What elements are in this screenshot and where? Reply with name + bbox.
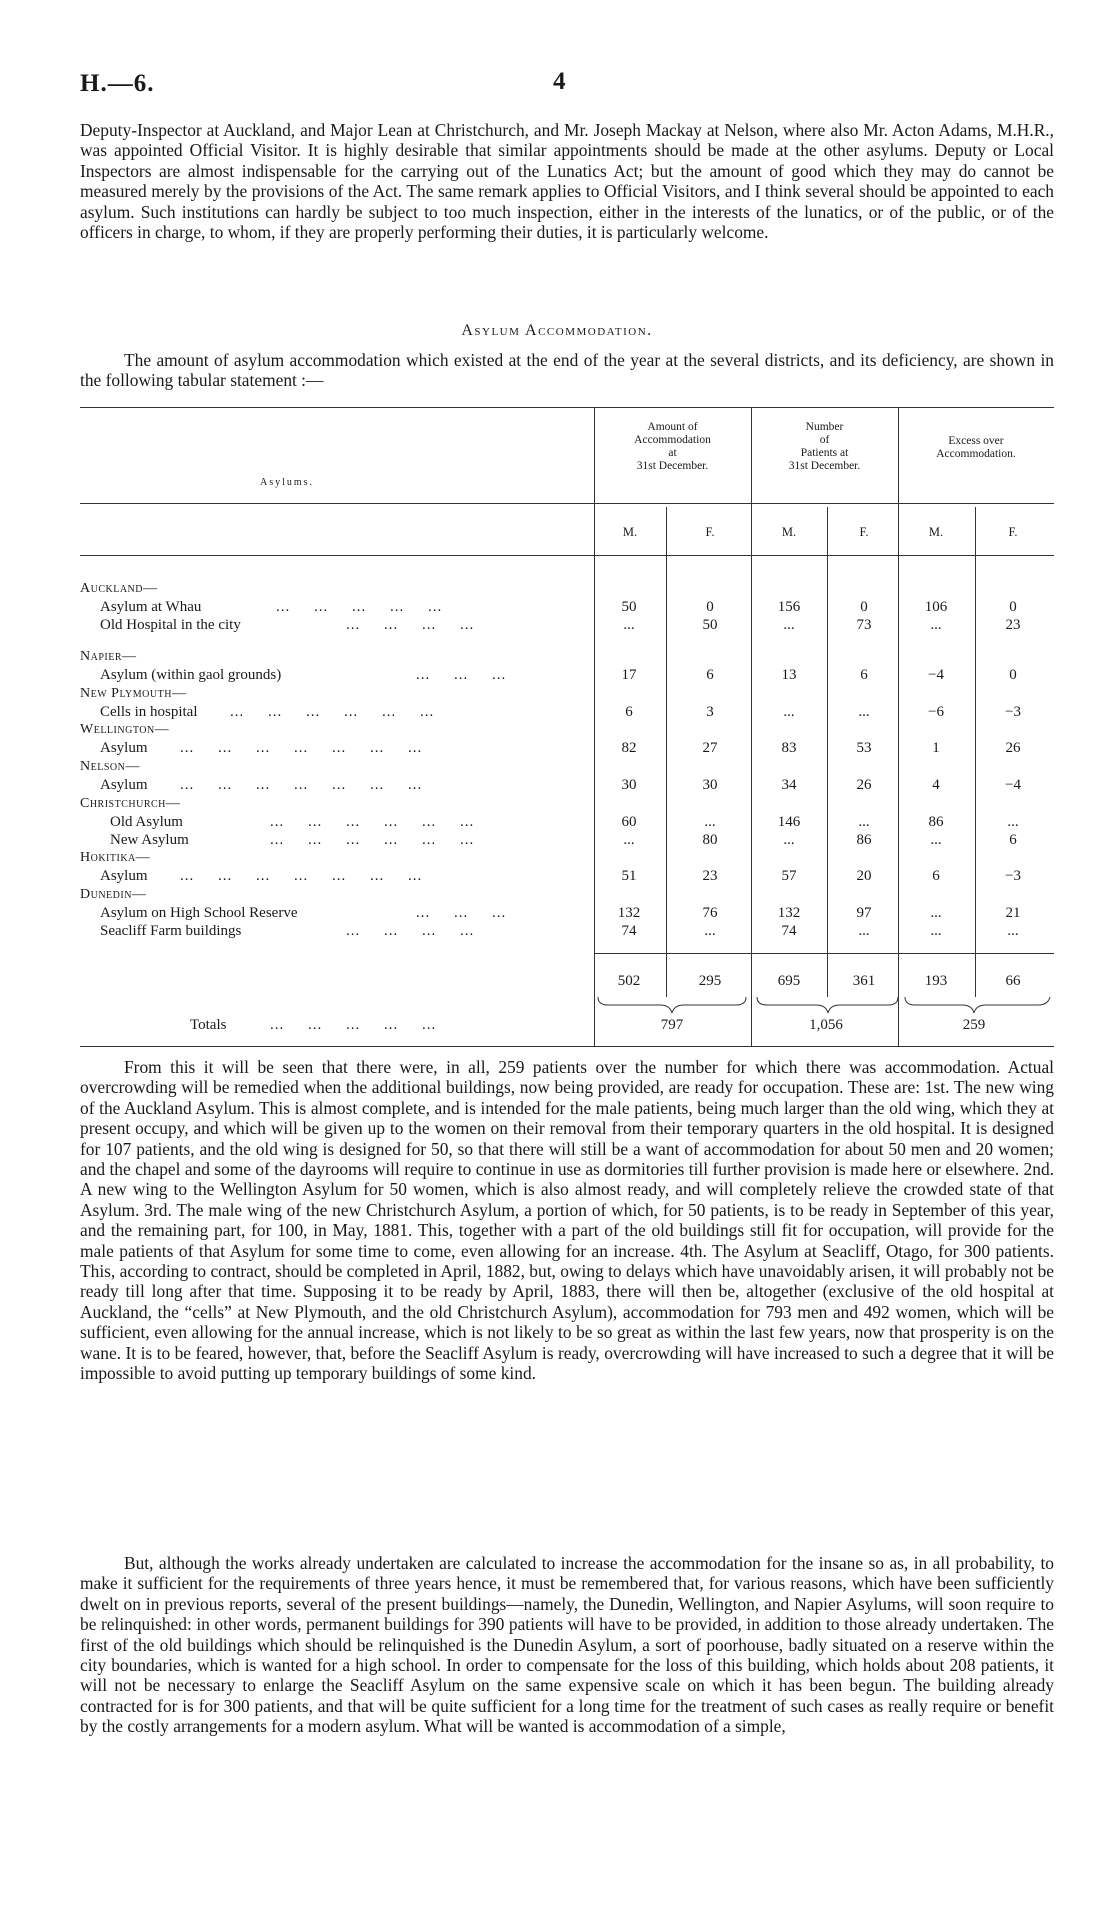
- cell-patients-f: 0: [860, 599, 868, 615]
- totals-row: [80, 1017, 1054, 1035]
- row-name: Asylum (within gaol grounds): [100, 667, 282, 683]
- cell-patients-m: 146: [777, 814, 801, 830]
- cell-accommodation-m: 82: [621, 740, 637, 756]
- header-line: 31st December.: [788, 460, 861, 472]
- district-dunedin: Dunedin—: [80, 887, 147, 902]
- totals-label: Totals: [190, 1017, 227, 1033]
- cell-excess-m: ...: [930, 905, 942, 921]
- cell-patients-f: 6: [860, 667, 868, 683]
- district-nelson: Nelson—: [80, 759, 140, 774]
- cell-accommodation-m: 6: [625, 704, 633, 720]
- header-line: Accommodation.: [936, 448, 1016, 460]
- cell-patients-m: 132: [777, 905, 801, 921]
- cell-patients-m: ...: [783, 704, 795, 720]
- cell-accommodation-f: ...: [704, 923, 716, 939]
- cell-accommodation-f: 6: [706, 667, 714, 683]
- cell-patients-m: ...: [783, 832, 795, 848]
- header-patients: [751, 421, 898, 473]
- cell-excess-m: ...: [930, 832, 942, 848]
- totals-braces: [594, 995, 1054, 1015]
- subtotal-accommodation-f: 295: [698, 973, 722, 989]
- cell-excess-m: 86: [928, 814, 944, 830]
- cell-excess-m: ...: [930, 617, 942, 633]
- cell-excess-f: 26: [1005, 740, 1021, 756]
- cell-patients-m: ...: [783, 617, 795, 633]
- cell-accommodation-m: ...: [623, 617, 635, 633]
- row-name: Old Asylum: [110, 814, 183, 830]
- cell-excess-f: 21: [1005, 905, 1021, 921]
- cell-excess-m: 1: [932, 740, 940, 756]
- leader-dots: ... ... ...: [416, 667, 507, 683]
- leader-dots: ... ... ... ...: [346, 923, 475, 939]
- cell-excess-m: 6: [932, 868, 940, 884]
- cell-accommodation-m: ...: [623, 832, 635, 848]
- cell-patients-f: 73: [856, 617, 872, 633]
- header-excess: [898, 435, 1054, 461]
- cell-excess-f: 0: [1009, 599, 1017, 615]
- district-christchurch: Christchurch—: [80, 796, 181, 811]
- cell-accommodation-m: 30: [621, 777, 637, 793]
- header-line: Patients at: [800, 447, 849, 459]
- cell-accommodation-m: 60: [621, 814, 637, 830]
- header-line: Amount of: [647, 421, 698, 433]
- cell-patients-m: 83: [781, 740, 797, 756]
- table-row: [80, 832, 1054, 850]
- leader-dots: ... ... ... ... ... ...: [270, 814, 475, 830]
- header-line: Accommodation: [634, 434, 711, 446]
- cell-patients-f: 20: [856, 868, 872, 884]
- cell-accommodation-f: 27: [702, 740, 718, 756]
- subtotals-row: [80, 973, 1054, 991]
- table-bottom-rule: [80, 1046, 1054, 1047]
- total-accommodation: 797: [660, 1017, 684, 1033]
- cell-patients-m: 57: [781, 868, 797, 884]
- subtotal-rule: [594, 953, 1054, 954]
- header-asylums: Asylums.: [260, 477, 315, 488]
- cell-patients-m: 34: [781, 777, 797, 793]
- table-row: [80, 905, 1054, 923]
- cell-excess-m: 106: [924, 599, 948, 615]
- header-m: M.: [622, 525, 638, 539]
- subtotal-excess-m: 193: [924, 973, 948, 989]
- leader-dots: ... ... ... ... ... ...: [230, 704, 435, 720]
- cell-excess-f: −3: [1005, 868, 1021, 884]
- paragraph-overcrowding: [80, 1057, 1054, 1384]
- row-name: Old Hospital in the city: [100, 617, 241, 633]
- cell-excess-f: 0: [1009, 667, 1017, 683]
- district-auckland: Auckland—: [80, 581, 158, 596]
- district-napier: Napier—: [80, 649, 137, 664]
- header-m: M.: [781, 525, 797, 539]
- cell-accommodation-f: 50: [702, 617, 718, 633]
- cell-excess-f: −3: [1005, 704, 1021, 720]
- page-number: 4: [553, 68, 566, 95]
- cell-patients-f: 53: [856, 740, 872, 756]
- leader-dots: ... ... ... ... ... ... ...: [180, 868, 423, 884]
- table-row: [80, 599, 1054, 617]
- district-new-plymouth: New Plymouth—: [80, 686, 187, 701]
- paragraph-text: But, although the works already undertaken are calculated to increase the accommodation for the insane so as, in all probability, to make it sufficient for the requirements of three years hence, it must be remembered that, for various reasons, which have been sufficiently dwelt on in previous reports, several of the present buildings—namely, the Dunedin, Wellington, and Napier Asylums, will soon require to be relinquished: in other words, permanent buildings for 390 patients will have to be provided, in addition to those already undertaken. The first of the old buildings which should be relinquished is the Dunedin Asylum, a sort of poorhouse, badly situated on a reserve within the city boundaries, which is wanted for a high school. In order to compensate for the loss of this building, which holds about 208 patients, it will not be necessary to enlarge the Seacliff Asylum on the same expensive scale on which it has been begun. The building already contracted for is for 300 patients, and that will be quite sufficient for a long time for the treatment of such cases as really require or benefit by the costly arrangements for a modern asylum. What will be wanted is accommodation of a simple,: [80, 1553, 1054, 1737]
- cell-accommodation-m: 132: [617, 905, 641, 921]
- table-row: [80, 777, 1054, 795]
- table-row: [80, 667, 1054, 685]
- cell-patients-f: ...: [858, 704, 870, 720]
- subtotal-patients-m: 695: [777, 973, 801, 989]
- column-divider: [594, 407, 595, 1047]
- header-f: F.: [1008, 525, 1018, 539]
- subtotal-accommodation-m: 502: [617, 973, 641, 989]
- cell-accommodation-m: 51: [621, 868, 637, 884]
- table-row: [80, 617, 1054, 635]
- cell-accommodation-f: 80: [702, 832, 718, 848]
- row-name: Asylum: [100, 740, 148, 756]
- cell-patients-f: 26: [856, 777, 872, 793]
- row-name: Seacliff Farm buildings: [100, 923, 242, 939]
- row-name: Asylum at Whau: [100, 599, 202, 615]
- cell-excess-f: 6: [1009, 832, 1017, 848]
- cell-accommodation-f: 3: [706, 704, 714, 720]
- column-divider: [751, 407, 752, 1047]
- table-row: [80, 868, 1054, 886]
- header-bottom-rule: [80, 555, 1054, 556]
- cell-excess-f: −4: [1005, 777, 1021, 793]
- accommodation-table: [80, 407, 1054, 1047]
- document-reference: H.—6.: [80, 70, 155, 97]
- table-row: [80, 814, 1054, 832]
- header-line: 31st December.: [636, 460, 709, 472]
- cell-patients-f: 86: [856, 832, 872, 848]
- header-m: M.: [928, 525, 944, 539]
- header-f: F.: [705, 525, 715, 539]
- paragraph-text: From this it will be seen that there were, in all, 259 patients over the number for which there was accommodation. Actual overcrowding will be remedied when the additional buildings, now being provided, are ready for occupation. These are: 1st. The new wing of the Auckland Asylum. This is almost complete, and is intended for the male patients, being much larger than the old wing, which they at present occupy, and which will be given up to the women on their removal from their temporary quarters in the old hospital. It is designed for 107 patients, and the old wing is designed for 50, so that there will still be a want of accommodation for about 50 men and 20 women; and the chapel and some of the dayrooms will require to continue in use as dormitories till further provision is made here or elsewhere. 2nd. A new wing to the Wellington Asylum for 50 women, which is also almost ready, and will completely relieve the crowded state of that Asylum. 3rd. The male wing of the new Christchurch Asylum, a portion of which, for 50 patients, is to be ready in September of this year, and the remaining part, for 100, in May, 1881. This, together with a part of the old buildings still fit for occupation, will provide for the male patients of that Asylum for some time to come, even allowing for an increase. 4th. The Asylum at Seacliff, Otago, for 300 patients. This, according to contract, should be completed in April, 1882, but, owing to delays which have unavoidably arisen, it will probably not be ready till long after that time. Supposing it to be ready by April, 1883, there will then be, altogether (exclusive of the old hospital at Auckland, the “cells” at New Plymouth, and the old Christchurch Asylum), accommodation for 793 men and 492 women, which will be sufficient, even allowing for the annual increase, which is not likely to be so great as within the last few years, now that prosperity is on the wane. It is to be feared, however, that, before the Seacliff Asylum is ready, overcrowding will have increased to such a degree that it will be impossible to avoid putting up temporary buildings of some kind.: [80, 1057, 1054, 1384]
- leader-dots: ... ... ... ... ...: [276, 599, 443, 615]
- leader-dots: ... ... ... ... ... ... ...: [180, 740, 423, 756]
- cell-excess-m: ...: [930, 923, 942, 939]
- total-patients: 1,056: [809, 1017, 843, 1033]
- table-row: [80, 923, 1054, 941]
- cell-excess-f: 23: [1005, 617, 1021, 633]
- paragraph-text: The amount of asylum accommodation which existed at the end of the year at the several districts, and its deficiency, are shown in the following tabular statement :—: [80, 350, 1054, 391]
- leader-dots: ... ... ... ... ...: [270, 1017, 437, 1033]
- cell-accommodation-m: 74: [621, 923, 637, 939]
- paragraph-relinquish: [80, 1553, 1054, 1737]
- paragraph-text: Deputy-Inspector at Auckland, and Major Lean at Christchurch, and Mr. Joseph Mackay at Nelson, where also Mr. Acton Adams, M.H.R., was appointed Official Visitor. It is highly desirable that similar appointments should be made at the other asylums. Deputy or Local Inspectors are almost indispensable for the carrying out of the Lunatics Act; but the amount of good which they may do cannot be measured merely by the provisions of the Act. The same remark applies to Official Visitors, and I think several should be appointed to each asylum. Such institutions can hardly be subject to too much inspection, either in the interests of the lunatics, or of the public, or of the officers in charge, to whom, if they are properly performing their duties, it is particularly welcome.: [80, 120, 1054, 243]
- cell-patients-f: ...: [858, 814, 870, 830]
- subtotal-patients-f: 361: [852, 973, 876, 989]
- total-excess: 259: [962, 1017, 986, 1033]
- cell-excess-m: −4: [928, 667, 944, 683]
- column-divider: [898, 407, 899, 1047]
- cell-excess-f: ...: [1007, 923, 1019, 939]
- cell-accommodation-f: 76: [702, 905, 718, 921]
- cell-accommodation-m: 17: [621, 667, 637, 683]
- header-accommodation: [594, 421, 751, 473]
- leader-dots: ... ... ... ... ... ...: [270, 832, 475, 848]
- cell-patients-m: 74: [781, 923, 797, 939]
- cell-patients-f: ...: [858, 923, 870, 939]
- leader-dots: ... ... ...: [416, 905, 507, 921]
- cell-patients-m: 156: [777, 599, 801, 615]
- table-row: [80, 740, 1054, 758]
- header-line: of: [819, 434, 830, 446]
- cell-patients-m: 13: [781, 667, 797, 683]
- row-name: Asylum: [100, 868, 148, 884]
- district-wellington: Wellington—: [80, 722, 170, 737]
- cell-accommodation-f: ...: [704, 814, 716, 830]
- row-name: Asylum: [100, 777, 148, 793]
- leader-dots: ... ... ... ...: [346, 617, 475, 633]
- cell-excess-m: −6: [928, 704, 944, 720]
- cell-excess-f: ...: [1007, 814, 1019, 830]
- cell-excess-m: 4: [932, 777, 940, 793]
- cell-accommodation-f: 23: [702, 868, 718, 884]
- row-name: Cells in hospital: [100, 704, 198, 720]
- header-line: Excess over: [948, 435, 1004, 447]
- cell-accommodation-f: 0: [706, 599, 714, 615]
- section-title: Asylum Accommodation.: [461, 322, 653, 339]
- row-name: Asylum on High School Reserve: [100, 905, 298, 921]
- table-row: [80, 704, 1054, 722]
- header-line: at: [668, 447, 677, 459]
- subtotal-excess-f: 66: [1005, 973, 1021, 989]
- header-f: F.: [859, 525, 869, 539]
- header-group-rule: [80, 503, 1054, 504]
- paragraph-inspectors: [80, 120, 1054, 242]
- cell-patients-f: 97: [856, 905, 872, 921]
- header-line: Number: [805, 421, 844, 433]
- row-name: New Asylum: [110, 832, 189, 848]
- table-top-rule: [80, 407, 1054, 408]
- cell-accommodation-f: 30: [702, 777, 718, 793]
- paragraph-intro-table: [80, 350, 1054, 391]
- cell-accommodation-m: 50: [621, 599, 637, 615]
- district-hokitika: Hokitika—: [80, 850, 151, 865]
- leader-dots: ... ... ... ... ... ... ...: [180, 777, 423, 793]
